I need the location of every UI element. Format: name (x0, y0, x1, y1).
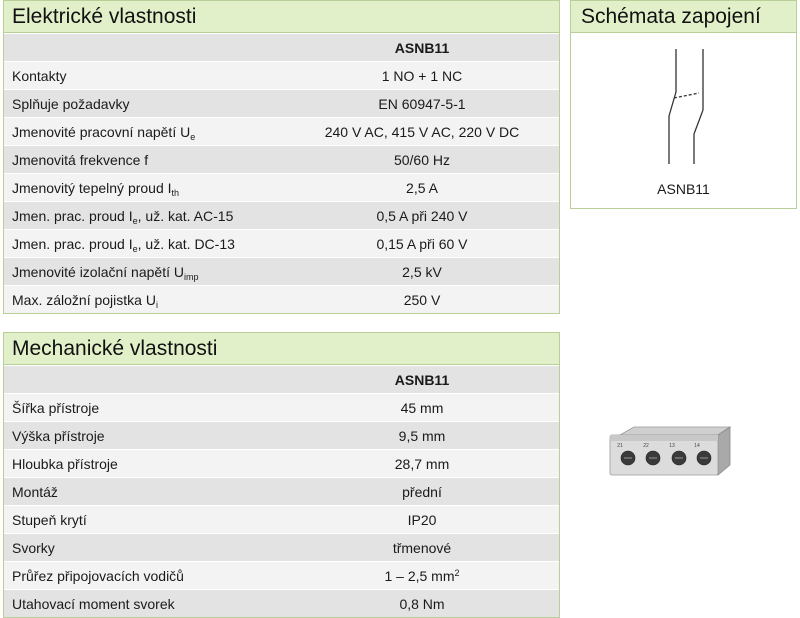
property-value: 240 V AC, 415 V AC, 220 V DC (324, 123, 520, 140)
mechanical-properties-body (4, 366, 559, 618)
table-row (4, 450, 559, 478)
property-value: 50/60 Hz (393, 151, 451, 168)
header-empty-cell (4, 366, 285, 394)
property-value: 9,5 mm (398, 427, 446, 444)
property-label: Hloubka přístroje (12, 455, 118, 472)
electrical-properties-body (4, 34, 559, 314)
property-value-cell (285, 590, 559, 618)
property-value: 45 mm (400, 399, 444, 416)
contact-symbol-diagram (571, 33, 796, 173)
table-row (4, 202, 559, 230)
block-side-face (718, 427, 730, 475)
property-label: Šířka přístroje (12, 399, 100, 416)
property-label-tail: , už. kat. DC-13 (137, 235, 235, 252)
property-label-cell (4, 202, 285, 230)
property-label-cell (4, 62, 285, 90)
property-label: Splňuje požadavky (12, 95, 130, 112)
property-label-cell (4, 286, 285, 314)
property-label-cell (4, 90, 285, 118)
table-row (4, 394, 559, 422)
wiring-diagram-panel (570, 0, 797, 209)
property-value: třmenové (392, 539, 452, 556)
property-value: IP20 (407, 511, 437, 528)
block-top-face (620, 427, 730, 435)
property-label: Jmenovitá frekvence f (12, 151, 149, 168)
property-value-cell (285, 286, 559, 314)
property-label: Výška přístroje (12, 427, 105, 444)
property-value-cell (285, 394, 559, 422)
table-row (4, 422, 559, 450)
property-value: 2,5 A (406, 179, 438, 196)
terminal-number: 14 (694, 443, 700, 449)
property-value: 28,7 mm (394, 455, 450, 472)
table-row (4, 118, 559, 146)
property-value-cell (285, 62, 559, 90)
mechanical-properties-title: Mechanické vlastnosti (4, 333, 559, 365)
header-model-cell: ASNB11 (285, 34, 559, 62)
property-label-cell (4, 394, 285, 422)
property-label: Jmen. prac. proud I (12, 207, 133, 224)
property-value: 1 – 2,5 mm (384, 567, 455, 584)
header-empty-cell (4, 34, 285, 62)
property-value: přední (402, 483, 442, 500)
property-label: Jmen. prac. proud I (12, 235, 133, 252)
wiring-diagram-title: Schémata zapojení (571, 1, 796, 33)
no-contact-arm (694, 110, 703, 134)
property-value: 2,5 kV (402, 263, 442, 280)
property-label-cell (4, 174, 285, 202)
electrical-properties-title: Elektrické vlastnosti (4, 1, 559, 33)
mechanical-properties-panel (3, 332, 560, 618)
property-value: 0,8 Nm (399, 595, 445, 612)
property-label: Montáž (12, 483, 58, 500)
property-value-cell (285, 146, 559, 174)
electrical-properties-panel (3, 0, 560, 314)
property-label-subscript: e (190, 131, 196, 142)
property-value-cell (285, 174, 559, 202)
property-label-cell (4, 146, 285, 174)
auxiliary-contact-block-image (606, 425, 736, 487)
property-label-cell (4, 534, 285, 562)
property-value-cell (285, 230, 559, 258)
property-value: 0,5 A při 240 V (376, 207, 468, 224)
property-value: 1 NO + 1 NC (381, 67, 463, 84)
property-label-cell (4, 506, 285, 534)
property-value-cell (285, 562, 559, 590)
table-header-row (4, 366, 559, 394)
property-value-cell (285, 422, 559, 450)
terminal-number: 21 (617, 443, 623, 449)
table-row (4, 506, 559, 534)
header-model-cell: ASNB11 (285, 366, 559, 394)
mechanical-properties-table (4, 365, 559, 617)
property-label: Jmenovitý tepelný proud I (12, 179, 172, 196)
property-value: EN 60947-5-1 (378, 95, 466, 112)
property-label-cell (4, 478, 285, 506)
property-label-subscript: imp (183, 271, 199, 282)
table-row (4, 562, 559, 590)
property-label: Svorky (12, 539, 55, 556)
table-row (4, 90, 559, 118)
property-label-cell (4, 562, 285, 590)
terminal-number: 13 (669, 443, 675, 449)
table-row (4, 174, 559, 202)
table-row (4, 478, 559, 506)
actuator-link (674, 93, 699, 98)
property-value-cell (285, 450, 559, 478)
property-value: 0,15 A při 60 V (376, 235, 468, 252)
property-value-cell (285, 534, 559, 562)
property-label: Kontakty (12, 67, 67, 84)
table-row (4, 258, 559, 286)
property-label-cell (4, 230, 285, 258)
property-value-cell (285, 506, 559, 534)
property-label: Max. záložní pojistka U (12, 291, 156, 308)
property-label-cell (4, 258, 285, 286)
property-value-cell (285, 90, 559, 118)
property-label: Průřez připojovacích vodičů (12, 567, 184, 584)
terminal-number: 22 (643, 443, 649, 449)
table-row (4, 534, 559, 562)
property-label: Jmenovité izolační napětí U (12, 263, 184, 280)
property-label-subscript: e (132, 243, 138, 254)
table-row (4, 146, 559, 174)
property-value-superscript: 2 (454, 567, 460, 578)
table-row (4, 286, 559, 314)
property-label: Stupeň krytí (12, 511, 87, 528)
property-label-subscript: i (155, 299, 158, 310)
table-row (4, 62, 559, 90)
property-value-cell (285, 202, 559, 230)
property-value: 250 V (403, 291, 441, 308)
property-label-cell (4, 450, 285, 478)
property-value-cell (285, 118, 559, 146)
property-label-subscript: e (132, 215, 138, 226)
property-label-subscript: th (171, 187, 180, 198)
table-row (4, 590, 559, 618)
property-value-cell (285, 258, 559, 286)
property-label-tail: , už. kat. AC-15 (137, 207, 234, 224)
property-label-cell (4, 590, 285, 618)
property-label-cell (4, 422, 285, 450)
property-label: Utahovací moment svorek (12, 595, 175, 612)
nc-contact-arm (669, 92, 676, 116)
table-row (4, 230, 559, 258)
block-front-ridge (610, 435, 718, 441)
electrical-properties-table (4, 33, 559, 313)
property-label-cell (4, 118, 285, 146)
table-header-row (4, 34, 559, 62)
property-label: Jmenovité pracovní napětí U (12, 123, 191, 140)
wiring-diagram-label: ASNB11 (657, 181, 710, 197)
property-value-cell (285, 478, 559, 506)
